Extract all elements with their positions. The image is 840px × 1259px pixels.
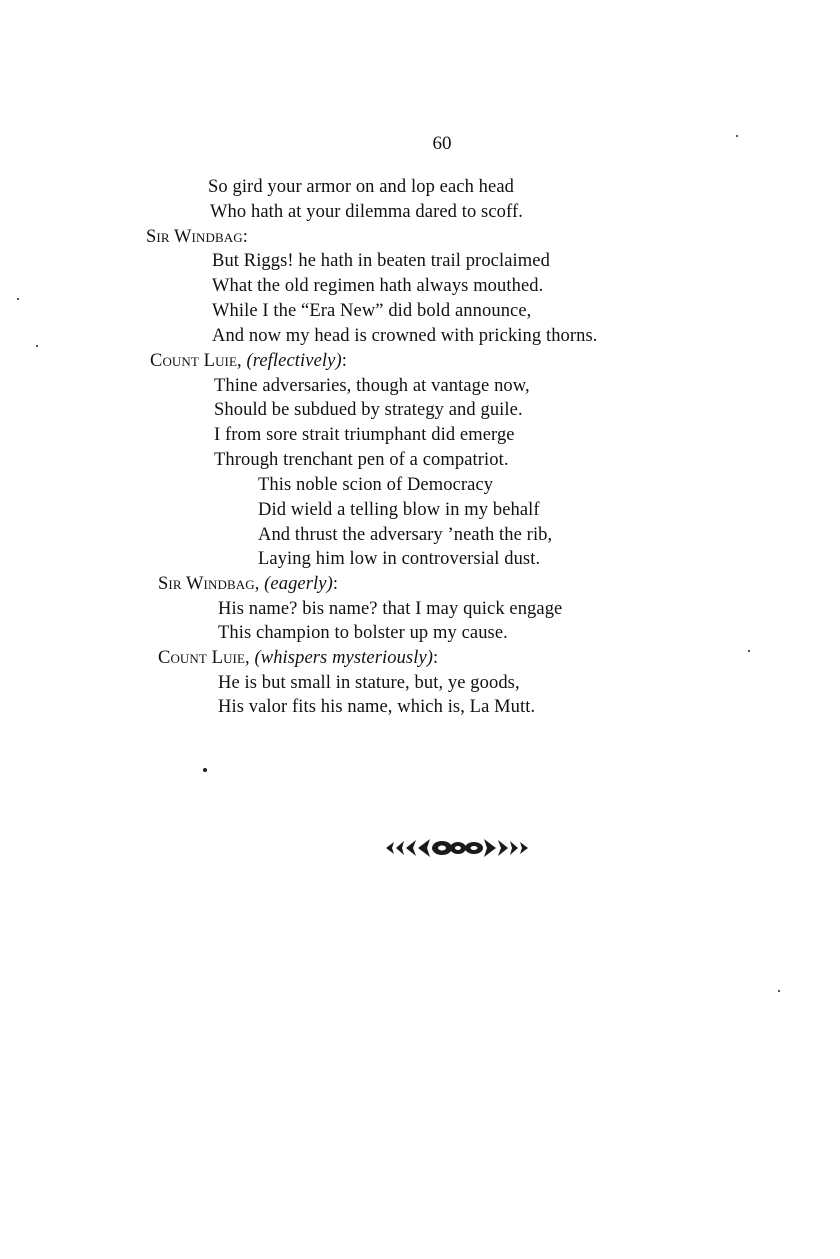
- print-speck: [17, 298, 19, 300]
- verse-line: His name? bis name? that I may quick engage: [218, 599, 563, 619]
- verse-line: But Riggs! he hath in beaten trail proclaimed: [212, 251, 550, 271]
- print-speck: [36, 345, 38, 347]
- verse-line: Through trenchant pen of a compatriot.: [214, 450, 509, 470]
- verse-line-indented: Laying him low in controversial dust.: [258, 549, 541, 569]
- speaker-punct: :: [242, 227, 248, 247]
- stage-direction: (whispers mysteriously): [254, 648, 434, 668]
- verse-line-indented: This noble scion of Democracy: [258, 475, 494, 495]
- verse-line: So gird your armor on and lop each head: [208, 177, 514, 197]
- verse-line: I from sore strait triumphant did emerge: [214, 425, 515, 445]
- speaker-name: Sir Windbag: [146, 227, 243, 247]
- verse-line: While I the “Era New” did bold announce,: [212, 301, 532, 321]
- verse-line: Who hath at your dilemma dared to scoff.: [210, 202, 523, 222]
- speaker-punct: :: [341, 351, 347, 371]
- verse-line: He is but small in stature, but, ye goods,: [218, 673, 520, 693]
- stage-direction: (reflectively): [246, 351, 342, 371]
- stage-direction: (eagerly): [264, 574, 333, 594]
- speaker-heading: [158, 573, 338, 595]
- speaker-heading: [158, 647, 438, 669]
- speaker-punct: :: [332, 574, 339, 594]
- verse-line: And now my head is crowned with pricking thorns.: [212, 326, 598, 346]
- verse-line: This champion to bolster up my cause.: [218, 623, 508, 643]
- speaker-heading: [146, 226, 248, 248]
- decorative-flourish-icon: [382, 837, 532, 859]
- page-number: 60: [432, 133, 452, 154]
- speaker-name: Sir Windbag,: [158, 574, 260, 594]
- print-speck: [736, 135, 738, 137]
- verse-line: His valor fits his name, which is, La Mutt.: [218, 697, 536, 717]
- verse-line: What the old regimen hath always mouthed.: [212, 276, 544, 296]
- print-speck: [748, 650, 750, 652]
- verse-line: Thine adversaries, though at vantage now,: [214, 376, 530, 396]
- speaker-punct: :: [433, 648, 439, 668]
- print-speck: [778, 990, 780, 992]
- print-speck: [203, 768, 207, 772]
- verse-line-indented: Did wield a telling blow in my behalf: [258, 500, 540, 520]
- speaker-name: Count Luie,: [150, 351, 242, 371]
- verse-line: Should be subdued by strategy and guile.: [214, 400, 523, 420]
- speaker-name: Count Luie,: [158, 648, 250, 668]
- verse-line-indented: And thrust the adversary ’neath the rib,: [258, 525, 553, 545]
- speaker-heading: [150, 350, 347, 372]
